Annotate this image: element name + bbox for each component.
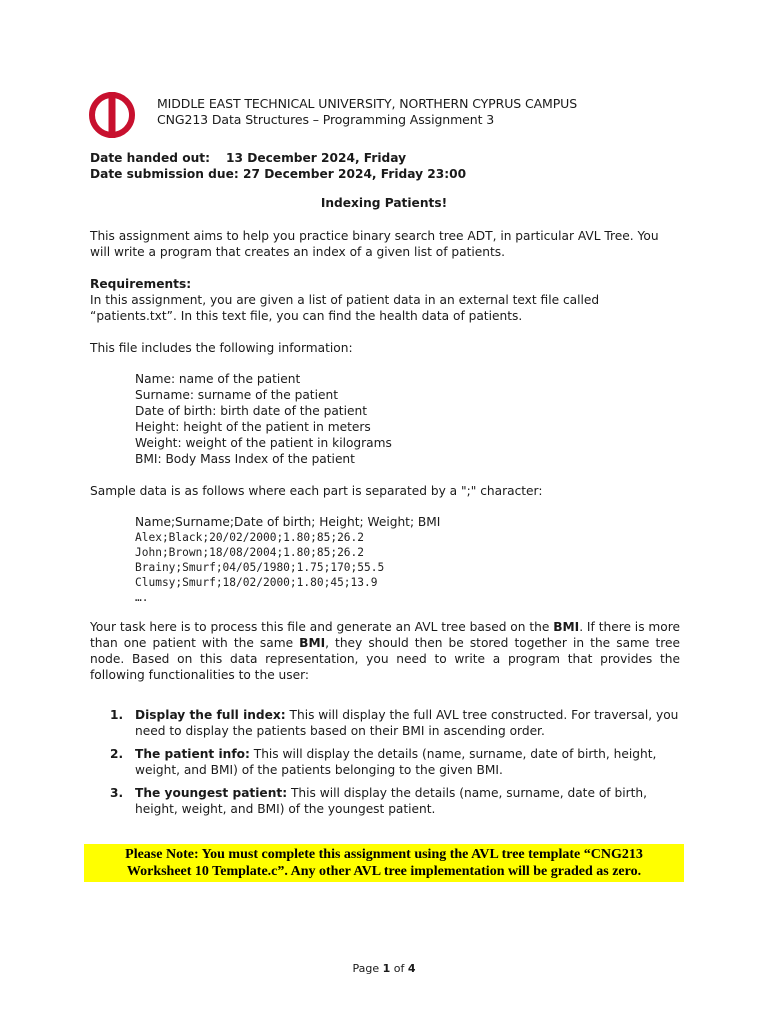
page-current: 1 [382,962,391,975]
field-item: Weight: weight of the patient in kilograms [135,436,392,450]
sample-row: John;Brown;18/08/2004;1.80;85;26.2 [135,546,365,559]
handed-out-line [90,150,466,166]
item-text: This will display the details (name, surname, date of birth, height, weight, and BMI) of the youngest patient. [135,786,647,816]
page-footer [0,962,768,975]
sample-row: Alex;Black;20/02/2000;1.80;85;26.2 [135,531,365,544]
field-item: Date of birth: birth date of the patient [135,404,367,418]
item-number: 2. [110,747,124,761]
item-text: This will display the details (name, surname, date of birth, height, weight, and BMI) of the patients belonging to the given BMI. [135,747,657,777]
sample-intro: Sample data is as follows where each part is separated by a ";" character: [90,484,543,498]
assignment-title: Indexing Patients! [320,196,448,210]
page-prefix: Page [352,962,383,975]
dates-block [90,150,466,182]
item-text: This will display the full AVL tree constructed. For traversal, you need to display the patients based on their BMI in ascending order. [135,708,679,738]
handed-out-value: 13 December 2024, Friday [226,151,407,165]
functionality-item [90,707,680,739]
important-note: Please Note: You must complete this assignment using the AVL tree template “CNG213 Worksheet 10 Template.c”. Any other AVL tree implementation will be graded as zero. [84,844,684,882]
due-label: Date submission due: [90,167,239,181]
field-item: Surname: surname of the patient [135,388,338,402]
metu-logo-icon [89,92,135,138]
sample-row: Clumsy;Smurf;18/02/2000;1.80;45;13.9 [135,576,378,589]
task-text-1: Your task here is to process this file and generate an AVL tree based on the [90,620,554,634]
bmi-emphasis: BMI [299,636,326,650]
bmi-emphasis: BMI [553,620,580,634]
file-info-intro: This file includes the following information: [90,341,353,355]
requirements-text: In this assignment, you are given a list of patient data in an external text file called “patients.txt”. In this text file, you can find the health data of patients. [90,293,600,323]
course-title: CNG213 Data Structures – Programming Assignment 3 [157,112,495,127]
item-number: 3. [110,786,124,800]
sample-data-block [135,514,440,605]
item-title: Display the full index: [135,708,286,722]
functionality-item [90,746,680,778]
fields-list [135,371,392,467]
due-value: 27 December 2024, Friday 23:00 [242,167,467,181]
field-item: BMI: Body Mass Index of the patient [135,452,355,466]
field-item: Height: height of the patient in meters [135,420,371,434]
page-total: 4 [407,962,416,975]
sample-header: Name;Surname;Date of birth; Height; Weight; BMI [135,515,441,529]
requirements-heading: Requirements: [90,277,192,291]
due-line [90,166,466,182]
field-item: Name: name of the patient [135,372,301,386]
item-number: 1. [110,708,124,722]
task-paragraph [90,619,680,683]
university-name: MIDDLE EAST TECHNICAL UNIVERSITY, NORTHERN CYPRUS CAMPUS [157,96,578,111]
sample-ellipsis: …. [135,591,149,604]
task-text-2: . If there is more than one patient with the same [90,620,680,650]
handed-out-label: Date handed out: [90,151,210,165]
item-title: The youngest patient: [135,786,288,800]
page-of: of [390,962,408,975]
functionality-list [90,707,680,824]
intro-paragraph: This assignment aims to help you practice binary search tree ADT, in particular AVL Tree. You will write a program that creates an index of a given list of patients. [90,229,659,259]
sample-row: Brainy;Smurf;04/05/1980;1.75;170;55.5 [135,561,385,574]
task-text-3: , they should then be stored together in the same tree node. Based on this data representation, you need to write a program that provides the following functionalities to the user: [90,636,680,682]
item-title: The patient info: [135,747,250,761]
requirements-section [90,276,680,324]
functionality-item [90,785,680,817]
